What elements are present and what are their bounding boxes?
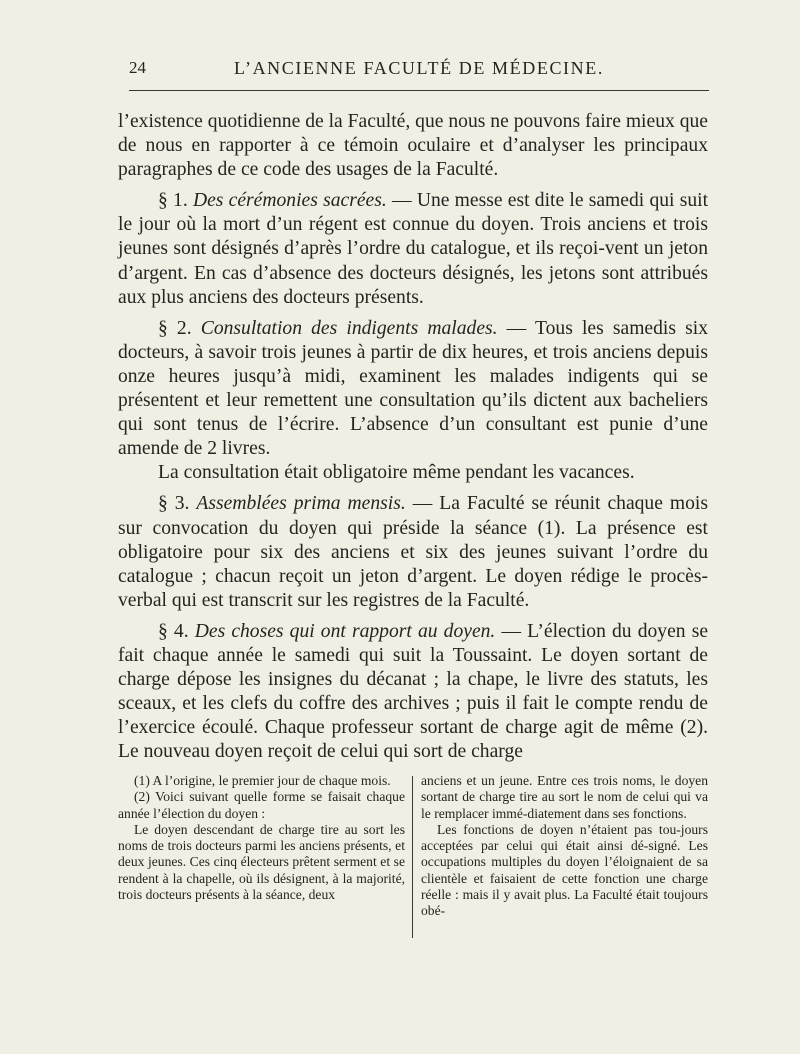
section-title: Assemblées prima mensis. [196, 493, 406, 515]
section-text: — La Faculté se réunit chaque mois sur convocation du doyen qui préside la séance (1). La présence est obligatoire pour six des anciens et six des jeunes suivant l’ordre du catalogue ; chacun reçoit un jeton d’argent. Le doyen rédige le procès-verbal qui est transcrit sur les registres de la Faculté. [118, 493, 708, 611]
section-text: — Une messe est dite le samedi qui suit le jour où la mort d’un régent est connue du doyen. Trois anciens et trois jeunes sont désignés d’après l’ordre du catalogue, et ils reçoi-vent un jeton d’argent. En cas d’absence des docteurs désignés, les jetons sont attribués aux plus anciens des docteurs présents. [118, 190, 709, 308]
section-title: Des choses qui ont rapport au doyen. [194, 620, 496, 642]
section-paragraph [118, 620, 708, 765]
page-number: 24 [129, 58, 146, 77]
footnotes-left-column [118, 773, 412, 938]
section-title: Consultation des indigents malades. [200, 317, 498, 339]
section-paragraph [118, 492, 708, 612]
header-rule [129, 90, 709, 91]
section-text: — Tous les samedis six docteurs, à savoir trois jeunes à partir de dix heures, et trois anciens depuis onze heures jusqu’à midi, examinent les malades indigents qui se présentent et leur remettent une consultation qu’ils dictent aux bacheliers qui sont tenus de l’écrire. L’absence d’un consultant est punie d’une amende de 2 livres. [118, 317, 708, 460]
intro-paragraph: l’existence quotidienne de la Faculté, que nous ne pouvons faire mieux que de nous en rapporter à ce témoin oculaire et d’analyser les principaux paragraphes de ce code des usages de la Faculté. [118, 111, 708, 181]
footnote-continuation: Le doyen descendant de charge tire au sort les noms de trois docteurs parmi les anciens présents, et deux jeunes. Ces cinq électeurs prêtent serment et se rendent à la chapelle, où ils désignent, à la majorité, trois docteurs présents à la séance, deux [118, 821, 405, 903]
section-title: Des cérémonies sacrées. [192, 190, 387, 212]
footnote-continuation: anciens et un jeune. Entre ces trois noms, le doyen sortant de charge tire au sort le nom de celui qui va le remplacer immé-diatement dans ses fonctions. [421, 773, 708, 821]
footnote-continuation: Les fonctions de doyen n’étaient pas tou-jours acceptées par celui qui était ainsi dé-signé. Les occupations multiples du doyen l’éloignaient de sa clientèle et faisaient de cette fonction une charge réelle : mais il y avait plus. La Faculté était toujours obé- [421, 821, 708, 919]
section-number: § 3. [158, 493, 190, 515]
footnotes-right-column [413, 773, 708, 938]
footnote: (2) Voici suivant quelle forme se faisait chaque année l’élection du doyen : [118, 789, 405, 821]
page-header [129, 58, 709, 82]
footnote: (1) A l’origine, le premier jour de chaque mois. [134, 773, 391, 788]
section-number: § 4. [158, 620, 189, 642]
running-title: L’ANCIENNE FACULTÉ DE MÉDECINE. [234, 58, 604, 78]
section-number: § 2. [158, 317, 192, 339]
footnotes [118, 773, 708, 938]
main-text [118, 110, 708, 764]
section-paragraph [118, 189, 708, 309]
section-text: — L’élection du doyen se fait chaque année le samedi qui suit la Toussaint. Le doyen sortant de charge dépose les insignes du décanat ; la chape, le livre des statuts, les sceaux, et les clefs du coffre des archives ; puis il fait le compte rendu de l’exercice écoulé. Chaque professeur sortant de charge agit de même (2). Le nouveau doyen reçoit de celui qui sort de charge [118, 620, 709, 763]
section-paragraph [118, 317, 708, 462]
section-number: § 1. [158, 190, 188, 212]
section-note: La consultation était obligatoire même pendant les vacances. [158, 462, 635, 484]
